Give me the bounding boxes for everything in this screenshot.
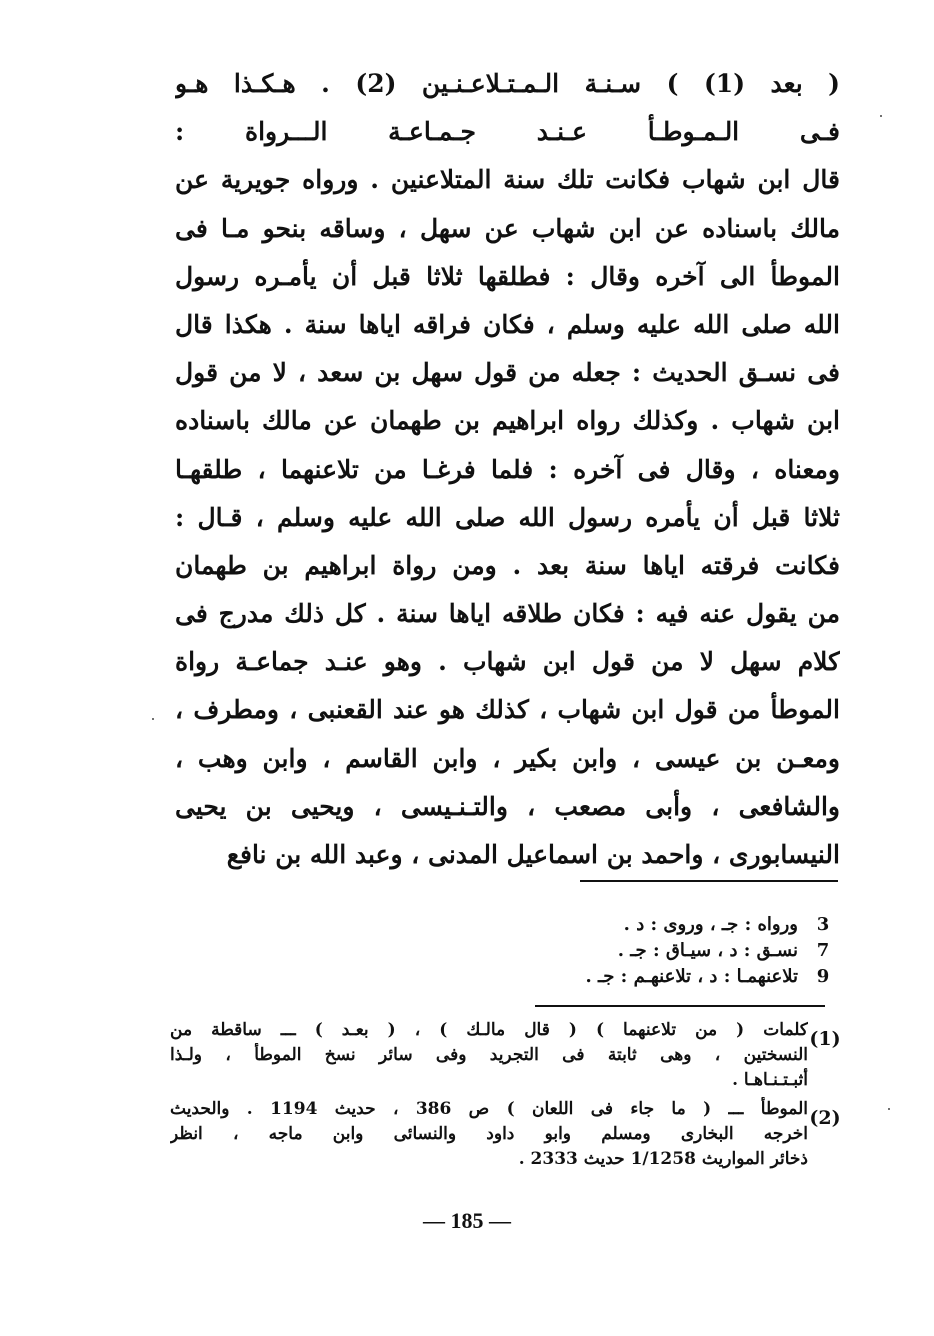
- page-number: — 185 —: [423, 1208, 511, 1233]
- variant-reading: [470, 912, 840, 938]
- variant-reading: [470, 938, 840, 964]
- footnote-line: اخرجه البخارى ومسلم وابو داود والنسائى وابن ماجه ، انظر: [170, 1124, 808, 1144]
- footnote-line: الموطأ ـــ ( ما جاء فى اللعان ) ص 386 ، حديث 1194 . والحديث: [170, 1099, 808, 1119]
- variant-line-number: 9: [816, 966, 830, 987]
- main-text-line: فـى الـمـوطـأ عـنـد جـمـاعـة الـــرواة :: [175, 117, 840, 147]
- main-text-line: النيسابورى ، واحمد بن اسماعيل المدنى ، وعبد الله بن نافع: [226, 840, 840, 869]
- main-text-line: كلام سهل لا من قول ابن شهاب . وهو عنـد جماعـة رواة: [175, 647, 840, 677]
- footnote: [170, 1097, 842, 1172]
- footnote-divider: [535, 1005, 825, 1007]
- main-text-line: الموطأ الى آخره وقال : فطلقها ثلاثا قبل أن يأمـره رسول: [175, 261, 840, 291]
- main-text-divider: [580, 880, 838, 882]
- main-text-line: ابن شهاب . وكذلك رواه ابراهيم بن طهمان عن مالك باسناده: [175, 406, 840, 436]
- main-text-line: الله صلى الله عليه وسلم ، فكان فراقه اياها سنة . هكذا قال: [175, 309, 840, 339]
- footnote-line: كلمات ( من تلاعنهما ) ( قال مالـك ) ، ( بعـد ) ـــ ساقطة من: [170, 1020, 808, 1040]
- variant-line-number: 3: [816, 914, 830, 935]
- main-text-line: ومعناه ، وقال فى آخره : فلما فرغـا من تلاعنهما ، طلقهـا: [175, 454, 840, 484]
- footnotes: [170, 1018, 842, 1176]
- variant-text: ورواه : جـ ، وروى : د .: [623, 914, 798, 935]
- main-text-line: من يقول عنه فيه : فكان طلاقه اياها سنة . كل ذلك مدرج فى: [175, 599, 840, 629]
- variant-line-number: 7: [816, 940, 830, 961]
- footnote: [170, 1018, 842, 1093]
- scan-speck: [152, 718, 154, 720]
- main-text-line: فكانت فرقته اياها سنة بعد . ومن رواة ابراهيم بن طهمان: [175, 550, 840, 580]
- variant-text: نسـق : د ، سيـاق : جـ .: [617, 940, 798, 961]
- main-text-line: ( بعد (1) ) سـنـة الـمـتـلاعـنـين (2) . هـكـذا هـو: [175, 69, 840, 98]
- main-text-block: [175, 60, 840, 879]
- main-text-line: ثلاثا قبل أن يأمره رسول الله صلى الله عليه وسلم ، قـال :: [175, 502, 840, 532]
- footnote-number: (1): [809, 1028, 841, 1050]
- footnote-line: ذخائر المواريث 1/1258 حديث 2333 .: [518, 1149, 808, 1169]
- scan-speck: [888, 1108, 890, 1110]
- variant-readings: [470, 912, 840, 990]
- variant-text: تلاعنهمـا : د ، تلاعنهـم : جـ .: [585, 966, 798, 987]
- main-text-line: قال ابن شهاب فكانت تلك سنة المتلاعنين . ورواه جويرية عن: [175, 165, 840, 195]
- variant-reading: [470, 964, 840, 990]
- main-text-line: مالك باسناده عن ابن شهاب عن سهل ، وساقه بنحو مـا فى: [175, 213, 840, 243]
- footnote-number: (2): [809, 1107, 841, 1129]
- main-text-line: ومعـن بن عيسى ، وابن بكير ، وابن القاسم ، وابن وهب ،: [175, 743, 840, 773]
- footnote-body: [170, 1097, 808, 1172]
- footnote-line: أثبـتـنـاهـا .: [732, 1070, 808, 1090]
- main-text-line: فى نسـق الحديث : جعله من قول سهل بن سعد ، لا من قول: [175, 358, 840, 388]
- footnote-body: [170, 1018, 808, 1093]
- scan-speck: [880, 115, 882, 117]
- main-text-line: والشافعى ، وأبى مصعب ، والتـنـيسى ، ويحيى بن يحيى: [175, 791, 840, 821]
- main-text-line: الموطأ من قول ابن شهاب ، كذلك هو عند القعنبى ، ومطرف ،: [175, 695, 840, 725]
- footnote-line: النسختين ، وهى ثابتة فى التجريد وفى سائر نسخ الموطأ ، ولـذا: [170, 1045, 808, 1065]
